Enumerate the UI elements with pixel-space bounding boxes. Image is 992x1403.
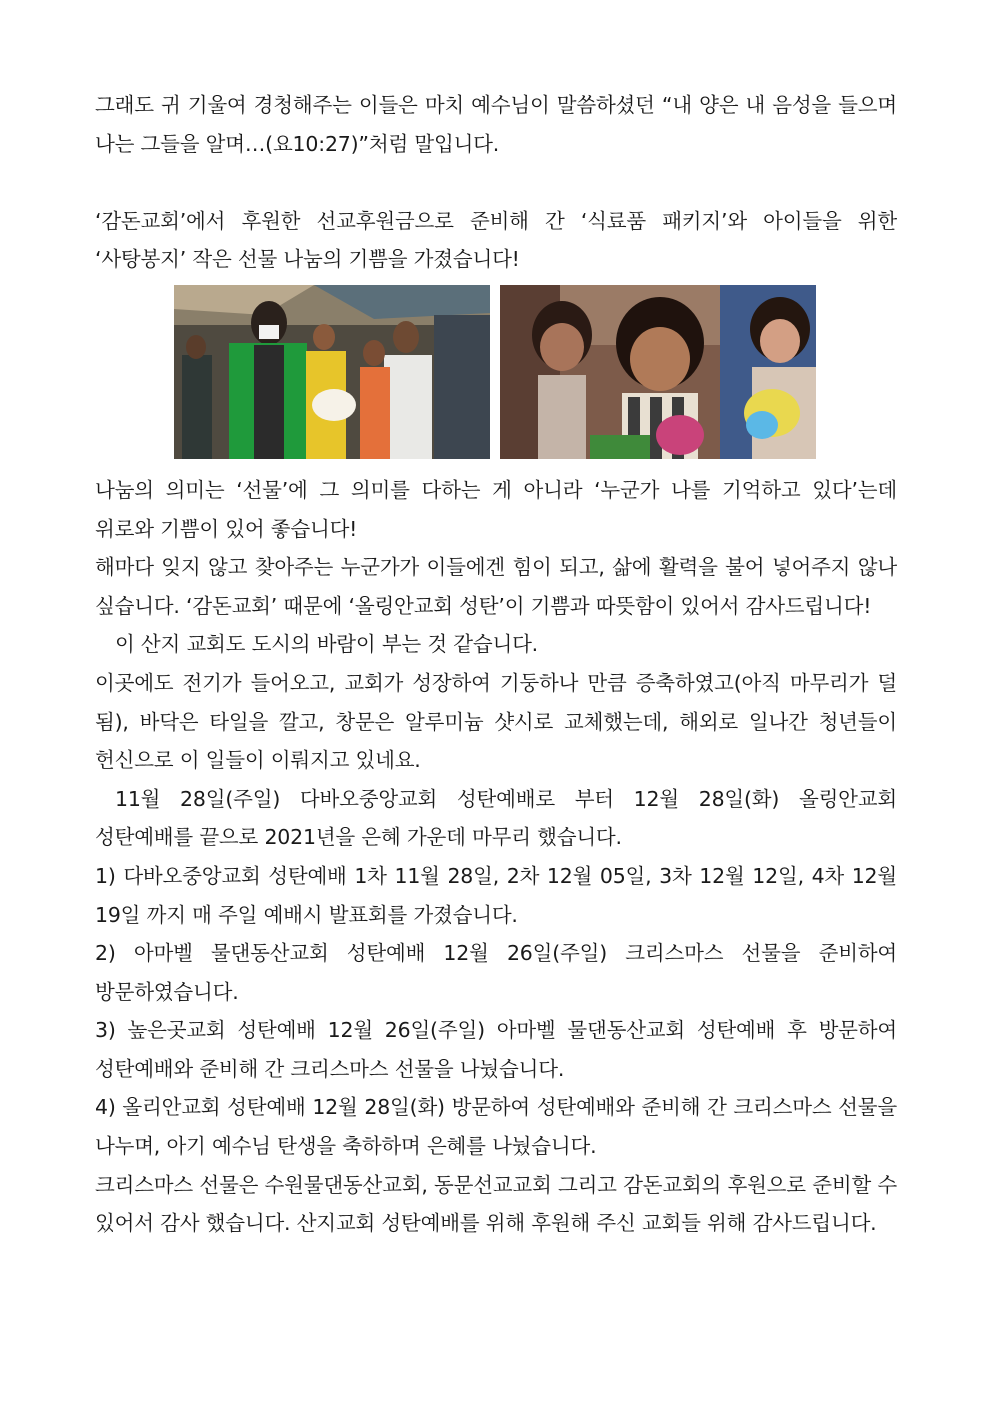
- paragraph-city-wind: 이 산지 교회도 도시의 바람이 부는 것 같습니다.: [115, 632, 538, 657]
- list-item-davao-central: 1) 다바오중앙교회 성탄예배 1차 11월 28일, 2차 12월 05일, 3차 12월 12일, 4차 12월 19일 까지 매 주일 예배시 발표회를 가졌습니다.: [95, 863, 897, 927]
- list-item-amabel: 2) 아마벨 물댄동산교회 성탄예배 12월 26일(주일) 크리스마스 선물을 준비하여 방문하였습니다.: [95, 941, 897, 1004]
- photo-food-package-distribution: [174, 285, 490, 459]
- paragraph-yearly-visit: 해마다 잊지 않고 찾아주는 누군가가 이들에겐 힘이 되고, 삶에 활력을 불어 넣어주지 않나 싶습니다. ‘감돈교회’ 때문에 ‘올링안교회 성탄’이 기쁨과 따뜻함이 있어서 감사드립니다!: [95, 555, 897, 618]
- photo-food-package-distribution-icon: [174, 285, 490, 459]
- photo-children-with-candy-bags: [500, 285, 816, 459]
- list-item-high-place-church: 3) 높은곳교회 성탄예배 12월 26일(주일) 아마벨 물댄동산교회 성탄예배 후 방문하여 성탄예배와 준비해 간 크리스마스 선물을 나눴습니다.: [95, 1018, 897, 1081]
- paragraph-church-renovation: 이곳에도 전기가 들어오고, 교회가 성장하여 기둥하나 만큼 증축하였고(아직 마무리가 덜 됨), 바닥은 타일을 깔고, 창문은 알루미늄 샷시로 교체했는데, 해외로 일나간 청년들이 헌신으로 이 일들이 이뤄지고 있네요.: [95, 670, 897, 773]
- paragraph-thanks-supporters: 크리스마스 선물은 수원물댄동산교회, 동문선교교회 그리고 감돈교회의 후원으로 준비할 수 있어서 감사 했습니다. 산지교회 성탄예배를 위해 후원해 주신 교회들 위해 감사드립니다.: [95, 1172, 897, 1236]
- list-item-olian-church: 4) 올리안교회 성탄예배 12월 28일(화) 방문하여 성탄예배와 준비해 간 크리스마스 선물을 나누며, 아기 예수님 탄생을 축하하며 은혜를 나눴습니다.: [95, 1095, 897, 1159]
- photo-row: [174, 285, 816, 459]
- photo-children-with-candy-bags-icon: [500, 285, 816, 459]
- paragraph-christmas-schedule: 11월 28일(주일) 다바오중앙교회 성탄예배로 부터 12월 28일(화) 올링안교회 성탄예배를 끝으로 2021년을 은혜 가운데 마무리 했습니다.: [95, 786, 897, 850]
- paragraph-gap: [95, 163, 897, 202]
- paragraph-gift-sharing: ‘감돈교회’에서 후원한 선교후원금으로 준비해 간 ‘식료품 패키지’와 아이들을 위한 ‘사탕봉지’ 작은 선물 나눔의 기쁨을 가졌습니다!: [95, 208, 897, 272]
- paragraph-meaning-of-sharing: 나눔의 의미는 ‘선물’에 그 의미를 다하는 게 아니라 ‘누군가 나를 기억하고 있다’는데 위로와 기쁨이 있어 좋습니다!: [95, 477, 897, 541]
- paragraph-sheep-voice: 그래도 귀 기울여 경청해주는 이들은 마치 예수님이 말씀하셨던 “내 양은 내 음성을 들으며 나는 그들을 알며…(요10:27)”처럼 말입니다.: [95, 93, 897, 156]
- document-page: [95, 86, 897, 1243]
